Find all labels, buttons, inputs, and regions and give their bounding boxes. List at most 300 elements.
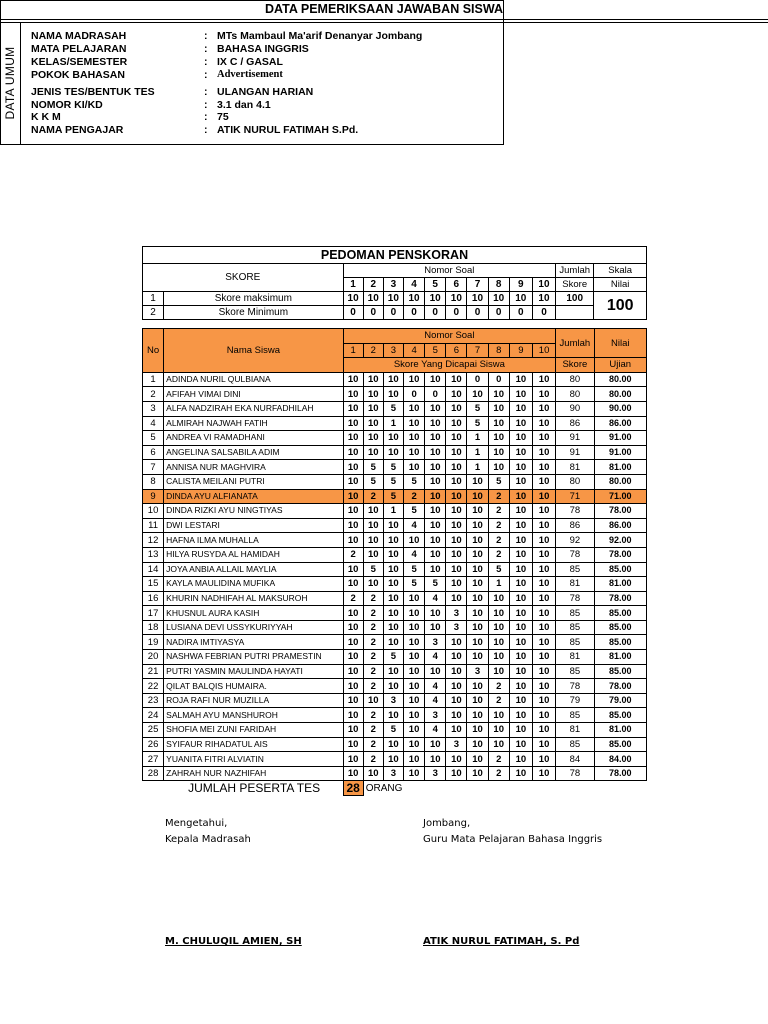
score-cell: 3 [383, 766, 403, 781]
exam-grade: 85.00 [594, 664, 646, 679]
score-cell: 10 [446, 416, 467, 431]
student-name: KAYLA MAULIDINA MUFIKA [164, 577, 343, 592]
student-name: ROJA RAFI NUR MUZILLA [164, 693, 343, 708]
score-cell: 10 [446, 547, 467, 562]
score-cell: 10 [404, 708, 425, 723]
exam-grade: 91.00 [594, 431, 646, 446]
table-row [143, 562, 647, 577]
score-cell: 10 [446, 693, 467, 708]
question-number: 10 [532, 278, 555, 292]
score-cell: 10 [425, 431, 446, 446]
total-score: 86 [556, 416, 594, 431]
score-cell: 10 [467, 591, 488, 606]
total-score: 71 [556, 489, 594, 504]
score-cell: 10 [467, 562, 488, 577]
score-cell: 2 [488, 766, 509, 781]
jumlah-header: Jumlah [556, 329, 594, 358]
score-cell: 10 [488, 723, 509, 738]
info-label: KELAS/SEMESTER [31, 56, 128, 68]
score-cell: 10 [446, 460, 467, 475]
exam-grade: 91.00 [594, 445, 646, 460]
score-cell: 10 [532, 650, 555, 665]
score-cell: 10 [488, 737, 509, 752]
table-row [143, 547, 647, 562]
student-name: LUSIANA DEVI USSYKURIYYAH [164, 620, 343, 635]
total-score: 81 [556, 460, 594, 475]
row-number: 8 [143, 474, 164, 489]
exam-grade: 78.00 [594, 547, 646, 562]
score-cell: 2 [488, 547, 509, 562]
score-cell: 5 [383, 474, 403, 489]
info-separator: : [204, 56, 208, 68]
total-score: 92 [556, 533, 594, 548]
row-number: 14 [143, 562, 164, 577]
score-cell: 5 [404, 562, 425, 577]
exam-grade: 85.00 [594, 562, 646, 577]
score-cell: 10 [488, 620, 509, 635]
total-score: 80 [556, 474, 594, 489]
score-cell: 10 [363, 693, 383, 708]
score-cell: 10 [404, 664, 425, 679]
score-cell: 5 [383, 489, 403, 504]
score-cell: 10 [509, 737, 532, 752]
score-cell: 10 [363, 387, 383, 402]
pedoman-score-cell: 0 [383, 306, 403, 320]
total-score: 81 [556, 650, 594, 665]
score-cell: 10 [532, 474, 555, 489]
score-cell: 1 [467, 431, 488, 446]
score-cell: 3 [425, 766, 446, 781]
row-number: 7 [143, 460, 164, 475]
info-separator: : [204, 99, 208, 111]
score-cell: 5 [404, 577, 425, 592]
score-cell: 10 [425, 474, 446, 489]
info-separator: : [204, 69, 208, 81]
score-cell: 10 [343, 460, 363, 475]
question-number: 8 [488, 278, 509, 292]
score-cell: 10 [509, 620, 532, 635]
score-cell: 10 [383, 387, 403, 402]
score-cell: 10 [383, 635, 403, 650]
exam-grade: 71.00 [594, 489, 646, 504]
score-cell: 10 [509, 752, 532, 767]
score-cell: 5 [467, 416, 488, 431]
row-number: 22 [143, 679, 164, 694]
score-cell: 10 [363, 504, 383, 519]
score-cell: 1 [467, 445, 488, 460]
score-cell: 10 [532, 752, 555, 767]
nomor-soal-header: Nomor Soal [343, 329, 556, 344]
skore-header: SKORE [143, 264, 344, 292]
score-cell: 10 [383, 533, 403, 548]
total-score: 78 [556, 766, 594, 781]
row-number: 19 [143, 635, 164, 650]
score-cell: 10 [404, 401, 425, 416]
student-name: CALISTA MEILANI PUTRI [164, 474, 343, 489]
table-row [143, 577, 647, 592]
pedoman-row-max [143, 292, 647, 306]
score-cell: 2 [363, 708, 383, 723]
score-cell: 10 [343, 416, 363, 431]
score-cell: 10 [467, 752, 488, 767]
score-cell: 10 [532, 577, 555, 592]
total-score: 85 [556, 635, 594, 650]
score-cell: 5 [383, 460, 403, 475]
score-cell: 10 [532, 664, 555, 679]
table-row [143, 737, 647, 752]
score-cell: 10 [446, 650, 467, 665]
dicapai-header: Skore Yang Dicapai Siswa [343, 358, 556, 373]
total-score: 84 [556, 752, 594, 767]
score-cell: 10 [383, 562, 403, 577]
score-cell: 10 [363, 518, 383, 533]
table-row [143, 445, 647, 460]
score-cell: 10 [532, 606, 555, 621]
score-cell: 10 [532, 591, 555, 606]
score-cell: 10 [404, 679, 425, 694]
row-number: 6 [143, 445, 164, 460]
info-label: MATA PELAJARAN [31, 43, 127, 55]
question-number: 9 [509, 343, 532, 358]
score-cell: 4 [404, 547, 425, 562]
skala-value: 100 [594, 292, 647, 320]
pedoman-score-cell: 10 [343, 292, 363, 306]
row-number: 24 [143, 708, 164, 723]
score-cell: 10 [532, 372, 555, 387]
score-cell: 3 [446, 737, 467, 752]
student-name: SHOFIA MEI ZUNI FARIDAH [164, 723, 343, 738]
score-cell: 10 [532, 635, 555, 650]
sig-left-line1: Mengetahui, [165, 818, 228, 829]
score-cell: 10 [343, 620, 363, 635]
score-cell: 10 [532, 737, 555, 752]
score-cell: 10 [488, 635, 509, 650]
score-cell: 10 [488, 387, 509, 402]
student-name: ANDREA VI RAMADHANI [164, 431, 343, 446]
score-cell: 10 [509, 679, 532, 694]
score-cell: 2 [488, 489, 509, 504]
score-cell: 5 [404, 474, 425, 489]
exam-grade: 81.00 [594, 577, 646, 592]
score-cell: 10 [509, 693, 532, 708]
pedoman-score-cell: 0 [488, 306, 509, 320]
score-cell: 10 [425, 401, 446, 416]
score-cell: 10 [467, 708, 488, 723]
total-score: 80 [556, 372, 594, 387]
score-cell: 10 [446, 635, 467, 650]
score-cell: 10 [446, 387, 467, 402]
exam-grade: 81.00 [594, 723, 646, 738]
row-number: 11 [143, 518, 164, 533]
row-number: 15 [143, 577, 164, 592]
total-score: 91 [556, 431, 594, 446]
score-cell: 10 [446, 577, 467, 592]
score-cell: 10 [425, 460, 446, 475]
info-label: K K M [31, 111, 61, 123]
score-cell: 10 [446, 504, 467, 519]
score-cell: 5 [363, 460, 383, 475]
row-number: 26 [143, 737, 164, 752]
exam-grade: 80.00 [594, 474, 646, 489]
pedoman-score-cell: 10 [363, 292, 383, 306]
score-cell: 5 [363, 474, 383, 489]
question-number: 4 [404, 343, 425, 358]
score-cell: 10 [532, 518, 555, 533]
score-cell: 10 [509, 547, 532, 562]
score-cell: 2 [363, 723, 383, 738]
score-cell: 10 [509, 401, 532, 416]
nomor-soal-header: Nomor Soal [343, 264, 556, 278]
score-cell: 10 [425, 562, 446, 577]
score-cell: 3 [446, 606, 467, 621]
table-row [143, 401, 647, 416]
pedoman-score-cell: 10 [425, 292, 446, 306]
score-cell: 10 [509, 533, 532, 548]
pedoman-row-label: Skore maksimum [164, 292, 343, 306]
score-cell: 10 [467, 547, 488, 562]
score-cell: 10 [446, 533, 467, 548]
table-row [143, 752, 647, 767]
score-cell: 10 [488, 606, 509, 621]
score-cell: 10 [532, 723, 555, 738]
table-row [143, 504, 647, 519]
info-label: POKOK BAHASAN [31, 69, 125, 81]
score-cell: 10 [532, 620, 555, 635]
score-cell: 10 [404, 460, 425, 475]
score-cell: 10 [343, 504, 363, 519]
score-cell: 2 [363, 635, 383, 650]
score-cell: 10 [343, 664, 363, 679]
table-row [143, 416, 647, 431]
jumlah-header: Jumlah [556, 264, 594, 278]
table-row [143, 708, 647, 723]
score-cell: 5 [488, 474, 509, 489]
question-number: 8 [488, 343, 509, 358]
score-cell: 10 [467, 504, 488, 519]
pedoman-score-cell: 10 [509, 292, 532, 306]
row-number: 12 [143, 533, 164, 548]
exam-grade: 90.00 [594, 401, 646, 416]
total-score: 78 [556, 591, 594, 606]
table-row [143, 620, 647, 635]
student-name: SYIFAUR RIHADATUL AIS [164, 737, 343, 752]
score-cell: 10 [343, 723, 363, 738]
score-cell: 10 [488, 591, 509, 606]
score-cell: 10 [343, 387, 363, 402]
score-cell: 10 [363, 533, 383, 548]
total-score: 90 [556, 401, 594, 416]
score-cell: 10 [446, 766, 467, 781]
score-cell: 10 [404, 650, 425, 665]
score-cell: 2 [363, 650, 383, 665]
score-cell: 10 [509, 577, 532, 592]
row-number: 10 [143, 504, 164, 519]
score-cell: 10 [467, 518, 488, 533]
table-row [143, 650, 647, 665]
score-cell: 5 [488, 562, 509, 577]
side-label-box [0, 22, 21, 144]
pedoman-score-cell: 0 [509, 306, 532, 320]
table-row [143, 723, 647, 738]
score-cell: 10 [488, 708, 509, 723]
score-cell: 10 [532, 416, 555, 431]
divider [0, 22, 768, 23]
score-cell: 10 [343, 372, 363, 387]
score-cell: 10 [446, 708, 467, 723]
info-label: JENIS TES/BENTUK TES [31, 86, 155, 98]
ujian-subheader: Ujian [594, 358, 646, 373]
side-label: DATA UMUM [3, 46, 17, 120]
student-name: ALFA NADZIRAH EKA NURFADHILAH [164, 401, 343, 416]
pedoman-score-cell: 10 [446, 292, 467, 306]
footer-row [143, 781, 647, 796]
student-name: ADINDA NURIL QULBIANA [164, 372, 343, 387]
score-cell: 4 [425, 723, 446, 738]
score-cell: 2 [488, 518, 509, 533]
score-cell: 10 [532, 431, 555, 446]
question-number: 7 [467, 278, 488, 292]
total-score: 85 [556, 562, 594, 577]
score-cell: 10 [363, 401, 383, 416]
student-name: JOYA ANBIA ALLAIL MAYLIA [164, 562, 343, 577]
info-label: NOMOR KI/KD [31, 99, 103, 111]
skala-header: Skala [594, 264, 647, 278]
score-cell: 10 [509, 474, 532, 489]
score-cell: 10 [467, 387, 488, 402]
question-number: 1 [343, 343, 363, 358]
exam-grade: 85.00 [594, 635, 646, 650]
pedoman-score-cell: 0 [467, 306, 488, 320]
table-row [143, 387, 647, 402]
exam-grade: 80.00 [594, 387, 646, 402]
score-cell: 10 [532, 693, 555, 708]
total-score: 86 [556, 518, 594, 533]
score-cell: 10 [363, 372, 383, 387]
total-score: 80 [556, 387, 594, 402]
info-separator: : [204, 124, 208, 136]
total-score: 85 [556, 708, 594, 723]
score-cell: 10 [343, 445, 363, 460]
score-cell: 10 [404, 723, 425, 738]
info-separator: : [204, 86, 208, 98]
score-cell: 3 [467, 664, 488, 679]
question-number: 6 [446, 278, 467, 292]
score-cell: 10 [343, 737, 363, 752]
score-cell: 10 [404, 737, 425, 752]
table-row [143, 460, 647, 475]
score-cell: 10 [343, 562, 363, 577]
score-cell: 4 [425, 693, 446, 708]
score-cell: 10 [532, 401, 555, 416]
score-cell: 10 [425, 372, 446, 387]
score-cell: 10 [343, 708, 363, 723]
exam-grade: 78.00 [594, 679, 646, 694]
score-cell: 10 [404, 445, 425, 460]
student-name: ANGELINA SALSABILA ADIM [164, 445, 343, 460]
table-row [143, 664, 647, 679]
score-cell: 10 [425, 752, 446, 767]
score-cell: 10 [446, 679, 467, 694]
score-cell: 5 [404, 504, 425, 519]
total-score: 85 [556, 737, 594, 752]
data-umum-panel [0, 0, 504, 145]
score-cell: 2 [363, 664, 383, 679]
score-cell: 10 [446, 372, 467, 387]
score-cell: 10 [532, 445, 555, 460]
score-cell: 10 [343, 650, 363, 665]
row-number: 17 [143, 606, 164, 621]
score-cell: 10 [363, 547, 383, 562]
score-cell: 10 [343, 606, 363, 621]
row-number: 28 [143, 766, 164, 781]
student-name: DINDA AYU ALFIANATA [164, 489, 343, 504]
nilai-subheader: Nilai [594, 278, 647, 292]
question-number: 5 [425, 343, 446, 358]
score-cell: 10 [532, 460, 555, 475]
score-cell: 10 [509, 664, 532, 679]
row-number: 27 [143, 752, 164, 767]
sig-right-line2: Guru Mata Pelajaran Bahasa Inggris [423, 834, 603, 845]
pedoman-score-cell: 10 [383, 292, 403, 306]
score-cell: 10 [383, 606, 403, 621]
info-value: 75 [217, 111, 229, 123]
score-cell: 10 [383, 620, 403, 635]
row-number: 9 [143, 489, 164, 504]
score-cell: 10 [343, 577, 363, 592]
score-cell: 10 [509, 708, 532, 723]
student-name: HILYA RUSYDA AL HAMIDAH [164, 547, 343, 562]
pedoman-score-cell: 10 [532, 292, 555, 306]
score-cell: 1 [467, 460, 488, 475]
score-cell: 10 [425, 547, 446, 562]
score-cell: 5 [383, 401, 403, 416]
score-cell: 10 [509, 518, 532, 533]
score-cell: 10 [446, 489, 467, 504]
table-row [143, 591, 647, 606]
info-value: Advertisement [217, 69, 283, 80]
score-cell: 2 [404, 489, 425, 504]
score-cell: 10 [509, 416, 532, 431]
question-number: 3 [383, 278, 403, 292]
question-number: 6 [446, 343, 467, 358]
score-cell: 10 [509, 650, 532, 665]
table-row [143, 489, 647, 504]
score-cell: 10 [343, 431, 363, 446]
score-cell: 2 [488, 752, 509, 767]
exam-grade: 79.00 [594, 693, 646, 708]
score-cell: 4 [425, 650, 446, 665]
total-score: 85 [556, 664, 594, 679]
score-cell: 10 [404, 416, 425, 431]
table-row [143, 693, 647, 708]
score-cell: 2 [363, 620, 383, 635]
score-cell: 10 [404, 606, 425, 621]
score-cell: 10 [343, 752, 363, 767]
score-cell: 10 [467, 489, 488, 504]
score-cell: 10 [383, 431, 403, 446]
score-cell: 10 [425, 489, 446, 504]
table-row [143, 518, 647, 533]
score-cell: 10 [383, 372, 403, 387]
exam-grade: 78.00 [594, 766, 646, 781]
total-score: 78 [556, 504, 594, 519]
score-cell: 5 [383, 650, 403, 665]
pedoman-score-cell: 0 [363, 306, 383, 320]
row-number: 13 [143, 547, 164, 562]
student-name: ZAHRAH NUR NAZHIFAH [164, 766, 343, 781]
info-label: NAMA PENGAJAR [31, 124, 124, 136]
student-name: DWI LESTARI [164, 518, 343, 533]
